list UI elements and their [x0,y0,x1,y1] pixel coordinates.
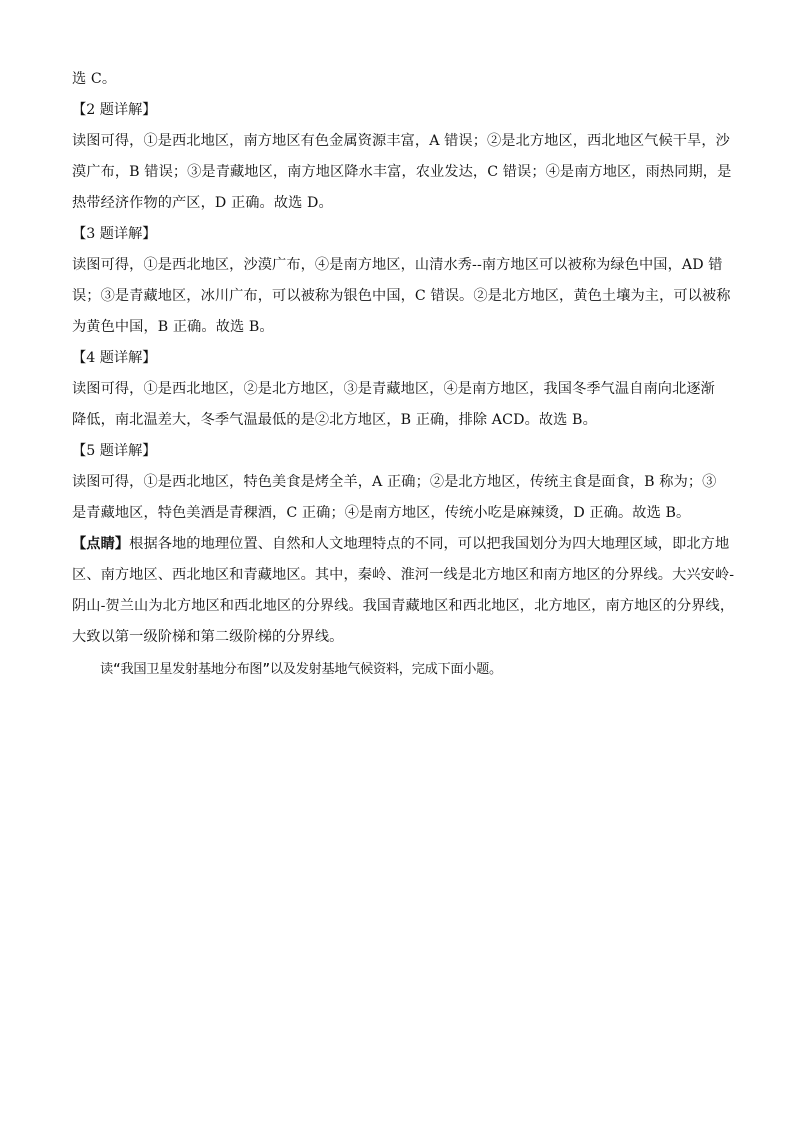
answer-explanations [72,64,735,653]
text-line-8: 为黄色中国，B 正确。故选 B。 [72,319,274,335]
next-question-intro: 读“我国卫星发射基地分布图”以及发射基地气候资料，完成下面小题。 [100,662,502,677]
text-line-6: 读图可得，①是西北地区，沙漠广布，④是南方地区，山清水秀--南方地区可以被称为绿色中国，AD 错 [72,257,723,273]
text-line-14: 是青藏地区，特色美酒是青稞酒，C 正确；④是南方地区，传统小吃是麻辣烫，D 正确。故选 B。 [72,505,691,521]
text-line-11: 降低，南北温差大，冬季气温最低的是②北方地区，B 正确，排除 ACD。故选 B。 [72,412,597,428]
text-line-0: 选 C。 [72,71,117,87]
section-heading-q5: 【5 题详解】 [72,443,157,459]
text-line-2: 读图可得，①是西北地区，南方地区有色金属资源丰富，A 错误；②是北方地区，西北地区气候干旱，沙 [72,133,730,149]
note-line-1: 区、南方地区、西北地区和青藏地区。其中，秦岭、淮河一线是北方地区和南方地区的分界线。大兴安岭- [72,567,735,583]
note-line-3: 大致以第一级阶梯和第二级阶梯的分界线。 [72,629,344,645]
text-line-10: 读图可得，①是西北地区，②是北方地区，③是青藏地区，④是南方地区，我国冬季气温自南向北逐渐 [72,381,715,397]
text-line-13: 读图可得，①是西北地区，特色美食是烤全羊，A 正确；②是北方地区，传统主食是面食，B 称为；③ [72,474,717,490]
note-text-0: 根据各地的地理位置、自然和人文地理特点的不同，可以把我国划分为四大地理区域，即北方地 [129,536,730,552]
section-heading-q2: 【2 题详解】 [72,102,157,118]
note-line-0 [72,529,730,560]
note-label: 【点睛】 [72,536,130,552]
section-heading-q4: 【4 题详解】 [72,350,157,366]
note-line-2: 阴山-贺兰山为北方地区和西北地区的分界线。我国青藏地区和西北地区，北方地区，南方地区的分界线， [72,598,735,614]
text-line-4: 热带经济作物的产区，D 正确。故选 D。 [72,195,333,211]
text-line-3: 漠广布，B 错误；③是青藏地区，南方地区降水丰富，农业发达，C 错误；④是南方地区，雨热同期，是 [72,164,732,180]
text-line-7: 误；③是青藏地区，冰川广布，可以被称为银色中国，C 错误。②是北方地区，黄色土壤为主，可以被称 [72,288,731,304]
section-heading-q3: 【3 题详解】 [72,226,157,242]
